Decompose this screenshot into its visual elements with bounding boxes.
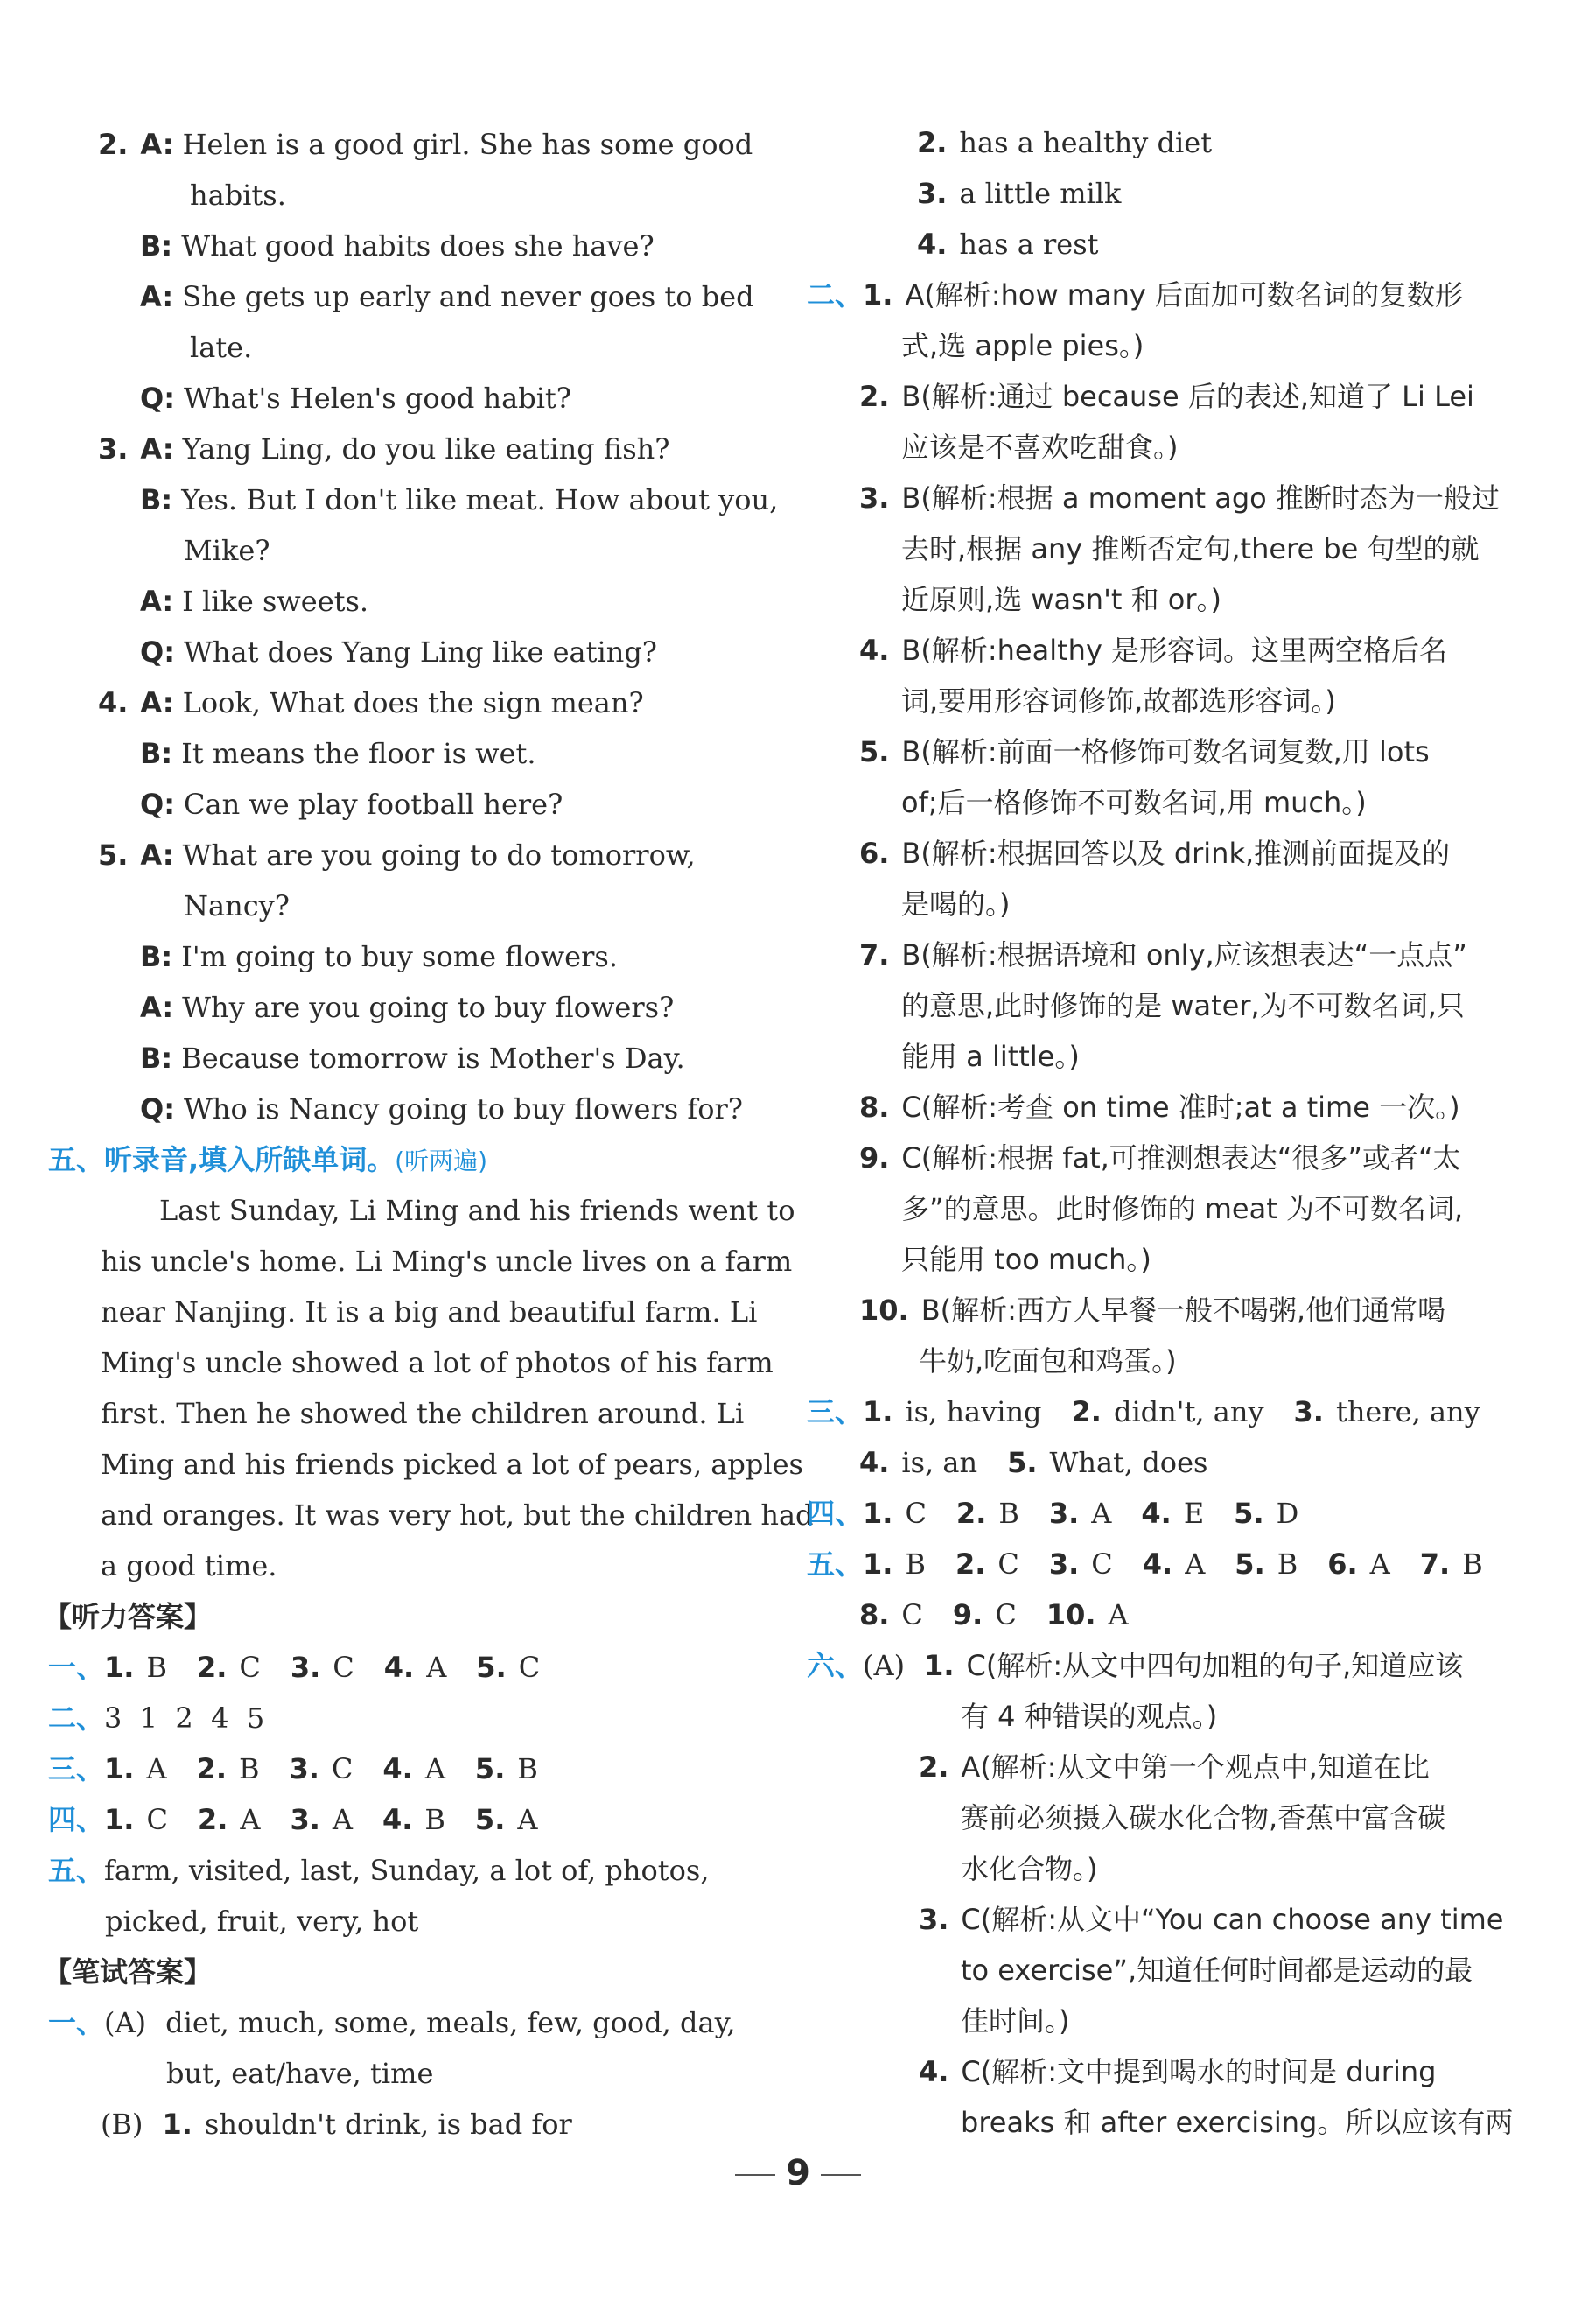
s2-item-5-line-2: of;后一格修饰不可数名词,用 much。)	[901, 786, 1367, 819]
dialog-3-line-5: Q: What does Yang Ling like eating?	[140, 635, 657, 669]
s2-item-3-line-3: 近原则,选 wasn't 和 or。)	[901, 583, 1222, 616]
listening-s5-line-1: 五、farm, visited, last, Sunday, a lot of, photos,	[48, 1854, 710, 1887]
s2-item-8-line-1: 8. C(解析:考查 on time 准时;at a time 一次。)	[859, 1091, 1460, 1124]
s2-item-6-line-1: 6. B(解析:根据回答以及 drink,推测前面提及的	[859, 837, 1451, 870]
passage-line-2: his uncle's home. Li Ming's uncle lives on a farm	[101, 1245, 793, 1278]
dialog-4-line-1: 4. A: Look, What does the sign mean?	[98, 686, 644, 719]
s2-item-4-line-2: 词,要用形容词修饰,故都选形容词。)	[901, 684, 1336, 718]
s2-item-9-line-1: 9. C(解析:根据 fat,可推测想表达“很多”或者“太	[859, 1141, 1461, 1175]
s2-item-9-line-2: 多”的意思。此时修饰的 meat 为不可数名词,	[901, 1192, 1464, 1225]
b-item-3: 3. a little milk	[917, 177, 1122, 210]
dialog-3-line-4: A: I like sweets.	[140, 585, 369, 618]
s6-item-4-line-1: 4. C(解析:文中提到喝水的时间是 during	[919, 2055, 1437, 2088]
s2-item-1-line-2: 式,选 apple pies。)	[901, 329, 1144, 362]
passage-line-7: and oranges. It was very hot, but the children had	[101, 1498, 814, 1532]
s5-line-2: 8. C 9. C 10. A	[859, 1598, 1129, 1631]
passage-line-3: near Nanjing. It is a big and beautiful farm. Li	[101, 1295, 758, 1329]
dialog-3-line-1: 3. A: Yang Ling, do you like eating fish?	[98, 432, 670, 466]
dialog-2-line-5: late.	[190, 331, 253, 364]
dialog-5-line-3: B: I'm going to buy some flowers.	[140, 940, 618, 973]
s2-item-2-line-1: 2. B(解析:通过 because 后的表述,知道了 Li Lei	[859, 380, 1474, 413]
s6-item-3-line-2: to exercise”,知道任何时间都是运动的最	[961, 1954, 1474, 1987]
listening-s3: 三、1. A 2. B 3. C 4. A 5. B	[48, 1752, 538, 1785]
page-number: 9	[0, 2153, 1596, 2193]
s2-item-7-line-3: 能用 a little。)	[901, 1040, 1080, 1073]
s2-item-7-line-1: 7. B(解析:根据语境和 only,应该想表达“一点点”	[859, 938, 1467, 972]
b-item-2: 2. has a healthy diet	[917, 126, 1213, 159]
listening-answers-title: 【听力答案】	[44, 1600, 213, 1633]
dialog-5-line-2: Nancy?	[184, 889, 290, 923]
s2-item-3-line-1: 3. B(解析:根据 a moment ago 推断时态为一般过	[859, 481, 1500, 515]
listening-s1: 一、1. B 2. C 3. C 4. A 5. C	[48, 1651, 541, 1684]
s2-item-3-line-2: 去时,根据 any 推断否定句,there be 句型的就	[901, 532, 1480, 565]
dialog-2-line-3: B: What good habits does she have?	[140, 229, 654, 263]
s3-line-1: 三、1. is, having 2. didn't, any 3. there, any	[807, 1395, 1480, 1428]
s2-item-5-line-1: 5. B(解析:前面一格修饰可数名词复数,用 lots	[859, 735, 1430, 768]
dialog-4-line-3: Q: Can we play football here?	[140, 788, 564, 821]
s6-item-1-line-2: 有 4 种错误的观点。)	[961, 1700, 1218, 1733]
page-number-dash-right	[821, 2174, 861, 2176]
listening-s2: 二、3 1 2 4 5	[48, 1701, 265, 1735]
s2-item-6-line-2: 是喝的。)	[901, 887, 1011, 921]
written-answers-title: 【笔试答案】	[44, 1955, 213, 1989]
s5-line-1: 五、1. B 2. C 3. C 4. A 5. B 6. A 7. B	[807, 1547, 1483, 1581]
dialog-2-line-2: habits.	[190, 179, 286, 212]
s2-item-1-line-1: 二、1. A(解析:how many 后面加可数名词的复数形	[807, 278, 1463, 312]
dialog-5-line-6: Q: Who is Nancy going to buy flowers for?	[140, 1092, 743, 1126]
s2-item-2-line-2: 应该是不喜欢吃甜食。)	[901, 431, 1179, 464]
dialog-3-line-3: Mike?	[184, 534, 270, 567]
s2-item-10-line-2: 牛奶,吃面包和鸡蛋。)	[919, 1344, 1177, 1378]
s6-item-4-line-2: breaks 和 after exercising。所以应该有两	[961, 2106, 1514, 2139]
dialog-2-line-6: Q: What's Helen's good habit?	[140, 382, 571, 415]
dialog-5-line-4: A: Why are you going to buy flowers?	[140, 991, 675, 1024]
passage-line-8: a good time.	[101, 1549, 277, 1582]
s6-item-2-line-3: 水化合物。)	[961, 1852, 1098, 1885]
page-number-dash-left	[735, 2174, 775, 2176]
dialog-4-line-2: B: It means the floor is wet.	[140, 737, 536, 770]
s2-item-10-line-1: 10. B(解析:西方人早餐一般不喝粥,他们通常喝	[859, 1294, 1446, 1327]
dialog-2-line-4: A: She gets up early and never goes to bed	[140, 280, 754, 313]
dialog-3-line-2: B: Yes. But I don't like meat. How about you,	[140, 483, 779, 516]
dialog-2-line-1: 2. A: Helen is a good girl. She has some good	[98, 128, 753, 161]
section-5-heading: 五、听录音,填入所缺单词。(听两遍)	[48, 1143, 488, 1176]
passage-line-4: Ming's uncle showed a lot of photos of his farm	[101, 1346, 774, 1379]
s2-item-7-line-2: 的意思,此时修饰的是 water,为不可数名词,只	[901, 989, 1465, 1022]
s6-item-3-line-1: 3. C(解析:从文中“You can choose any time	[919, 1903, 1504, 1936]
dialog-5-line-5: B: Because tomorrow is Mother's Day.	[140, 1042, 685, 1075]
s4-line: 四、1. C 2. B 3. A 4. E 5. D	[807, 1497, 1299, 1530]
s6-item-2-line-1: 2. A(解析:从文中第一个观点中,知道在比	[919, 1750, 1430, 1784]
s6-item-2-line-2: 赛前必须摄入碳水化合物,香蕉中富含碳	[961, 1801, 1446, 1834]
passage-line-5: first. Then he showed the children around. Li	[101, 1397, 745, 1430]
s3-line-2: 4. is, an 5. What, does	[859, 1446, 1208, 1479]
s2-item-9-line-3: 只能用 too much。)	[901, 1243, 1152, 1276]
listening-s5-line-2: picked, fruit, very, hot	[105, 1905, 419, 1938]
passage-line-6: Ming and his friends picked a lot of pears, apples	[101, 1448, 803, 1481]
written-s1-a-line-2: but, eat/have, time	[166, 2057, 434, 2090]
written-s1-b-line-1: (B) 1. shouldn't drink, is bad for	[101, 2108, 572, 2141]
written-s1-a-line-1: 一、(A) diet, much, some, meals, few, good, day,	[48, 2006, 736, 2039]
s6-item-3-line-3: 佳时间。)	[961, 2004, 1070, 2038]
s6-item-1-line-1: 六、(A) 1. C(解析:从文中四句加粗的句子,知道应该	[807, 1649, 1464, 1682]
listening-s4: 四、1. C 2. A 3. A 4. B 5. A	[48, 1803, 538, 1836]
passage-line-1: Last Sunday, Li Ming and his friends went to	[159, 1194, 795, 1227]
s2-item-4-line-1: 4. B(解析:healthy 是形容词。这里两空格后名	[859, 634, 1448, 667]
dialog-5-line-1: 5. A: What are you going to do tomorrow,	[98, 838, 696, 872]
b-item-4: 4. has a rest	[917, 228, 1099, 261]
